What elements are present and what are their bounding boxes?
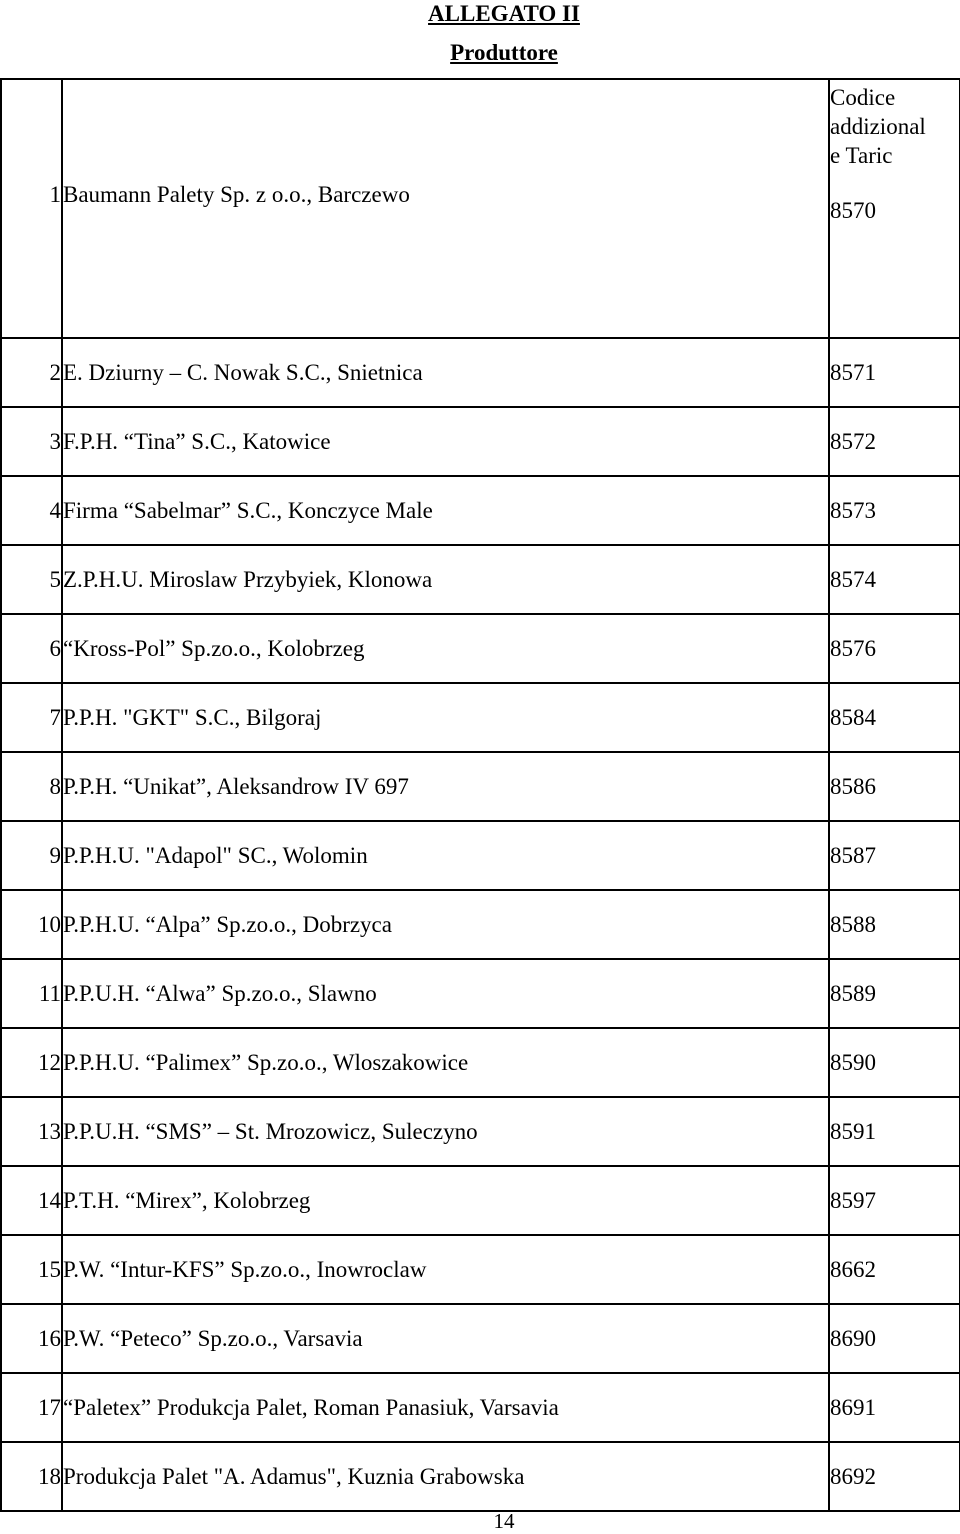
producer-name: Z.P.H.U. Miroslaw Przybyiek, Klonowa [62,545,829,614]
producer-name: P.P.H.U. “Alpa” Sp.zo.o., Dobrzyca [62,890,829,959]
table-row [1,545,960,614]
taric-code: 8589 [829,959,960,1028]
producer-name: Produkcja Palet "A. Adamus", Kuznia Grabowska [62,1442,829,1511]
row-number: 2 [1,338,62,407]
table-row [1,614,960,683]
taric-code: 8587 [829,821,960,890]
producer-name: P.P.U.H. “SMS” – St. Mrozowicz, Suleczyno [62,1097,829,1166]
table-row [1,821,960,890]
row-number: 11 [1,959,62,1028]
row-number: 14 [1,1166,62,1235]
producer-name: P.P.H.U. “Palimex” Sp.zo.o., Wloszakowice [62,1028,829,1097]
taric-code: 8690 [829,1304,960,1373]
row-number: 15 [1,1235,62,1304]
taric-code: 8572 [829,407,960,476]
producers-table [0,78,960,1512]
row-number: 5 [1,545,62,614]
table-row [1,1373,960,1442]
producer-name: P.W. “Intur-KFS” Sp.zo.o., Inowroclaw [62,1235,829,1304]
page-number: 14 [493,1509,515,1533]
producer-name: P.P.H.U. "Adapol" SC., Wolomin [62,821,829,890]
table-row [1,407,960,476]
document-title: ALLEGATO II [428,1,580,26]
row-number: 12 [1,1028,62,1097]
table-row [1,890,960,959]
row-number: 17 [1,1373,62,1442]
taric-code: 8584 [829,683,960,752]
taric-code: 8588 [829,890,960,959]
table-row [1,476,960,545]
row-number: 8 [1,752,62,821]
producer-name: F.P.H. “Tina” S.C., Katowice [62,407,829,476]
taric-code: 8570 [830,198,876,223]
producer-name: “Paletex” Produkcja Palet, Roman Panasiuk, Varsavia [62,1373,829,1442]
table-row [1,338,960,407]
producer-name: P.P.H. "GKT" S.C., Bilgoraj [62,683,829,752]
taric-code: 8573 [829,476,960,545]
row-number: 1 [1,79,62,338]
table-row [1,1166,960,1235]
code-column-header: Codice addizional e Taric [830,85,926,168]
code-cell [829,79,960,338]
producer-name: P.T.H. “Mirex”, Kolobrzeg [62,1166,829,1235]
table-row [1,959,960,1028]
taric-code: 8591 [829,1097,960,1166]
table-row [1,79,960,338]
producer-name: Baumann Palety Sp. z o.o., Barczewo [62,79,829,338]
producer-name: P.W. “Peteco” Sp.zo.o., Varsavia [62,1304,829,1373]
producer-name: E. Dziurny – C. Nowak S.C., Snietnica [62,338,829,407]
table-row [1,1028,960,1097]
row-number: 3 [1,407,62,476]
table-row [1,683,960,752]
table-row [1,1235,960,1304]
row-number: 10 [1,890,62,959]
taric-code: 8571 [829,338,960,407]
taric-code: 8662 [829,1235,960,1304]
producer-name: P.P.H. “Unikat”, Aleksandrow IV 697 [62,752,829,821]
row-number: 4 [1,476,62,545]
row-number: 7 [1,683,62,752]
document-subtitle: Produttore [450,40,558,65]
table-row [1,1442,960,1511]
row-number: 13 [1,1097,62,1166]
taric-code: 8576 [829,614,960,683]
taric-code: 8590 [829,1028,960,1097]
taric-code: 8691 [829,1373,960,1442]
producer-name: Firma “Sabelmar” S.C., Konczyce Male [62,476,829,545]
row-number: 18 [1,1442,62,1511]
producer-name: P.P.U.H. “Alwa” Sp.zo.o., Slawno [62,959,829,1028]
taric-code: 8586 [829,752,960,821]
taric-code: 8692 [829,1442,960,1511]
row-number: 6 [1,614,62,683]
table-row [1,1097,960,1166]
row-number: 9 [1,821,62,890]
producer-name: “Kross-Pol” Sp.zo.o., Kolobrzeg [62,614,829,683]
taric-code: 8597 [829,1166,960,1235]
table-row [1,752,960,821]
row-number: 16 [1,1304,62,1373]
taric-code: 8574 [829,545,960,614]
table-row [1,1304,960,1373]
